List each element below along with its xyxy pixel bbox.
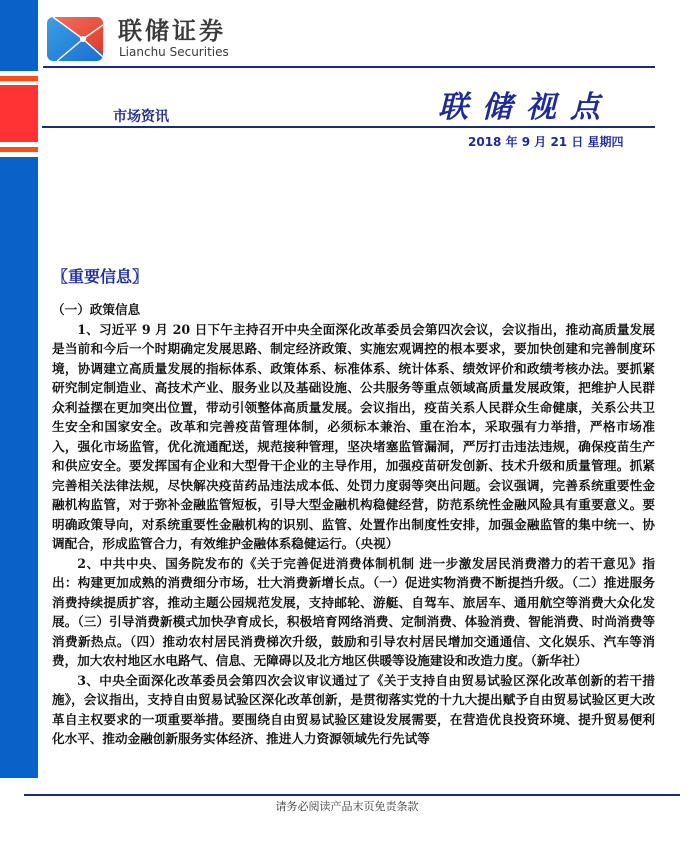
header-divider-top bbox=[43, 66, 655, 68]
paragraph-1: 1、习近平 9 月 20 日下午主持召开中央全面深化改革委员会第四次会议，会议指出，推动高质量发展是当前和今后一个时期确定发展思路、制定经济政策、实施宏观调控的根本要求，要加快创建和完善制度环境，协调建立高质量发展的指标体系、政策体系、标准体系、统计体系、绩效评价和政绩考核办法。要抓紧研究制定制造业、高技术产业、服务业以及基础设施、公共服务等重点领域高质量发展政策，把维护人民群众利益摆在更加突出位置，带动引领整体高质量发展。会议指出，疫苗关系人民群众生命健康，关系公共卫生安全和国家安全。改革和完善疫苗管理体制，必须标本兼治、重在治本，采取强有力举措，严格市场准入，强化市场监管，优化流通配送，规范接种管理，坚决堵塞监管漏洞，严厉打击违法违规，确保疫苗生产和供应安全。要发挥国有企业和大型骨干企业的主导作用，加强疫苗研发创新、技术升级和质量管理。抓紧完善相关法律法规，尽快解决疫苗药品违法成本低、处罚力度弱等突出问题。会议强调，完善系统重要性金融机构监管，对于弥补金融监管短板，引导大型金融机构稳健经营，防范系统性金融风险具有重要意义。要明确政策导向，对系统重要性金融机构的识别、监管、处置作出制度性安排，加强金融监管的集中统一、协调配合，形成监管合力，有效维护金融体系稳健运行。（央视） bbox=[52, 321, 655, 551]
sidebar-red-block bbox=[0, 85, 38, 142]
footer-disclaimer: 请务必阅读产品末页免责条款 bbox=[275, 800, 419, 813]
article-body bbox=[52, 300, 655, 749]
sidebar-blue-block-bottom bbox=[0, 157, 38, 778]
sidebar-blue-block-top bbox=[0, 0, 38, 71]
brand-name-en: Lianchu Securities bbox=[119, 45, 229, 59]
section-label: 市场资讯 bbox=[113, 109, 169, 125]
lianchu-logo-icon bbox=[47, 17, 103, 61]
important-info-heading: 〖重要信息〗 bbox=[52, 267, 149, 286]
paragraph-2: 2、中共中央、国务院发布的《关于完善促进消费体制机制 进一步激发居民消费潜力的若干意见》指出：构建更加成熟的消费细分市场，壮大消费新增长点。（一）促进实物消费不断提挡升级。（二）推进服务消费持续提质扩容，推动主题公园规范发展，支持邮轮、游艇、自驾车、旅居车、通用航空等消费大众化发展。（三）引导消费新模式加快孕育成长，积极培育网络消费、定制消费、体验消费、智能消费、时尚消费等消费新热点。（四）推动农村居民消费梯次升级，鼓励和引导农村居民增加交通通信、文化娱乐、汽车等消费，加大农村地区水电路气、信息、无障碍以及北方地区供暖等设施建设和改造力度。（新华社） bbox=[52, 555, 655, 668]
footer-divider bbox=[24, 794, 680, 796]
paragraph-3: 3、中央全面深化改革委员会第四次会议审议通过了《关于支持自由贸易试验区深化改革创新的若干措施》，会议指出，支持自由贸易试验区深化改革创新，是贯彻落实党的十九大提出赋予自由贸易试验区更大改革自主权要求的一项重要举措。要围绕自由贸易试验区建设发展需要，在营造优良投资环境、提升贸易便利化水平、推动金融创新服务实体经济、推进人力资源领域先行先试等 bbox=[52, 672, 655, 746]
brand-name-cn: 联储证券 bbox=[118, 17, 226, 45]
sidebar-orange-stripe-bottom bbox=[0, 147, 38, 152]
column-title: 联储视点 bbox=[438, 90, 614, 125]
publish-date: 2018 年 9 月 21 日 星期四 bbox=[468, 135, 624, 149]
sidebar-orange-stripe-top bbox=[0, 76, 38, 81]
policy-info-subheading: （一）政策信息 bbox=[52, 302, 141, 317]
sidebar-color-bar bbox=[0, 0, 38, 778]
header-divider-mid bbox=[42, 126, 655, 128]
